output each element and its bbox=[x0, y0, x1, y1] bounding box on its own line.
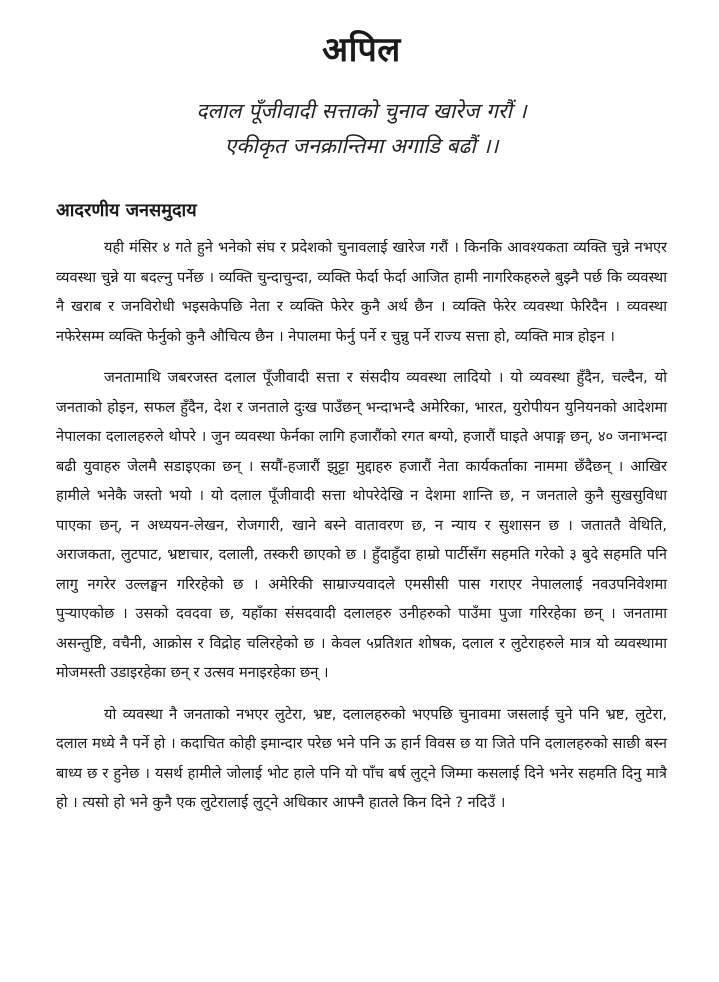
slogans bbox=[56, 94, 667, 164]
document-title: अपिल bbox=[322, 30, 401, 70]
slogan-line: दलाल पूँजीवादी सत्ताको चुनाव खारेज गरौं । bbox=[196, 99, 527, 123]
salutation-heading: आदरणीय जनसमुदाय bbox=[56, 200, 197, 221]
body-paragraph: यही मंसिर ४ गते हुने भनेको संघ र प्रदेशको चुनावलाई खारेज गरौं । किनकि आवश्यकता व्यक्ति चुन्ने नभएर व्यवस्था चुन्ने या बदल्नु पर्नेछ । व्यक्ति चुन्दाचुन्दा, व्यक्ति फेर्दा फेर्दा आजित हामी नागरिकहरुले बुझ्नै पर्छ कि व्यवस्था नै खराब र जनविरोधी भइसकेपछि नेता र व्यक्ति फेरेर कुनै अर्थ छैन । व्यक्ति फेरेर व्यवस्था फेरिदैन । व्यवस्था नफेरेसम्म व्यक्ति फेर्नुको कुनै औचित्य छैन । नेपालमा फेर्नु पर्ने र चुन्नु पर्ने राज्य सत्ता हो, व्यक्ति मात्र होइन । bbox=[56, 239, 667, 345]
body-paragraph: जनतामाथि जबरजस्त दलाल पूँजीवादी सत्ता र संसदीय व्यवस्था लादियो । यो व्यवस्था हुँदैन, चल्दैन, यो जनताको होइन, सफल हुँदैन, देश र जनताले दुःख पाउँछन् भन्दाभन्दै अमेरिका, भारत, युरोपीयन युनियनको आदेशमा नेपालका दलालहरुले थोपरे । जुन व्यवस्था फेर्नका लागि हजारौंको रगत बग्यो, हजारौं घाइते अपाङ्ग छन्, ४० जनाभन्दा बढी युवाहरु जेलमै सडाइएका छन् । सयौं-हजारौं झुट्टा मुद्दाहरु हजारौं नेता कार्यकर्ताका नाममा छँदैछन् । आखिर हामीले भनेकै जस्तो भयो । यो दलाल पूँजीवादी सत्ता थोपरेदेखि न देशमा शान्ति छ, न जनताले कुनै सुखसुविधा पाएका छन्, न अध्ययन-लेखन, रोजगारी, खाने बस्ने वातावरण छ, न न्याय र सुशासन छ । जताततै वेथिति, अराजकता, लुटपाट, भ्रष्टाचार, दलाली, तस्करी छाएको छ । हुँदाहुँदा हाम्रो पार्टीसँग सहमति गरेको ३ बुदे सहमति पनि लागु नगरेर उल्लङ्घन गरिरहेको छ । अमेरिकी साम्राज्यवादले एमसीसी पास गराएर नेपाललाई नवउपनिवेशमा पुर्‍याएकोछ । उसको दवदवा छ, यहाँका संसदवादी दलालहरु उनीहरुको पाउँमा पुजा गरिरहेका छन् । जनतामा असन्तुष्टि, वचैनी, आक्रोस र विद्रोह चलिरहेको छ । केवल ५प्रतिशत शोषक, दलाल र लुटेराहरुले मात्र यो व्यवस्थामा मोजमस्ती उडाइरहेका छन् र उत्सव मनाइरहेका छन् । bbox=[56, 369, 667, 681]
slogan-line: एकीकृत जनक्रान्तिमा अगाडि बढौं ।। bbox=[224, 134, 499, 158]
body-paragraph: यो व्यवस्था नै जनताको नभएर लुटेरा, भ्रष्ट, दलालहरुको भएपछि चुनावमा जसलाई चुने पनि भ्रष्ट, लुटेरा, दलाल मध्ये नै पर्ने हो । कदाचित कोही इमान्दार परेछ भने पनि ऊ हार्न विवस छ या जिते पनि दलालहरुको साछी बस्न बाध्य छ र हुनेछ । यसर्थ हामीले जोलाई भोट हाले पनि यो पाँच बर्ष लुट्ने जिम्मा कसलाई दिने भनेर सहमति दिनु मात्रै हो । त्यसो हो भने कुनै एक लुटेरालाई लुट्ने अधिकार आफ्नै हातले किन दिने ? नदिउँ । bbox=[56, 705, 667, 811]
